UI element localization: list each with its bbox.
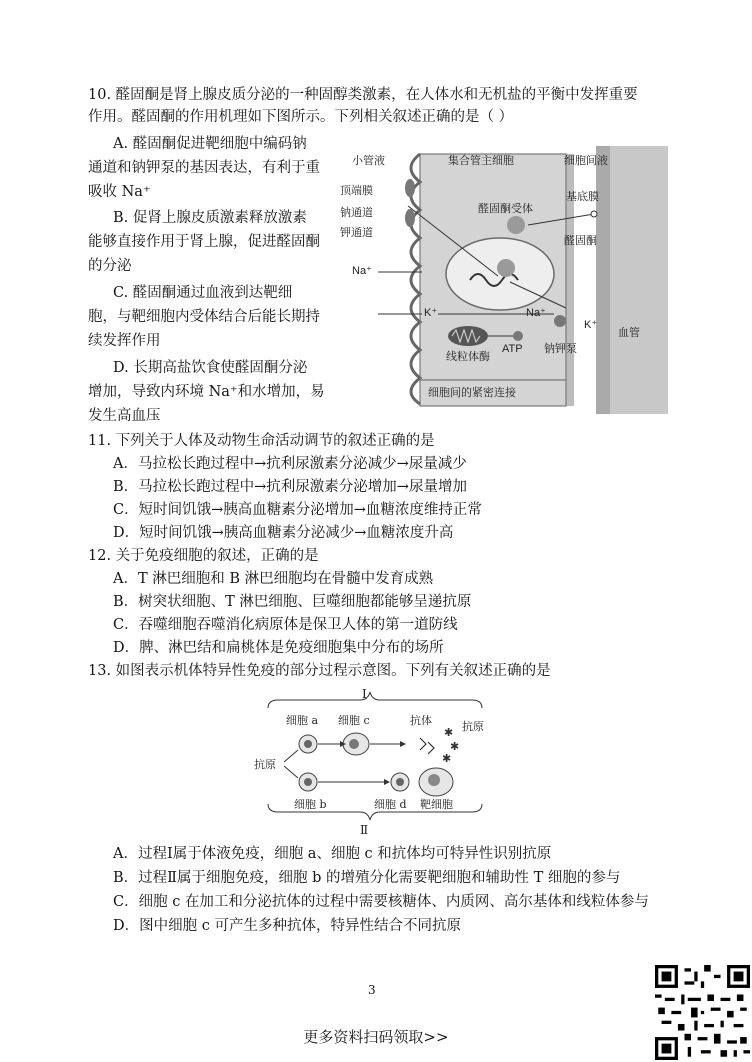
fig-label-aldosterone: 醛固酮 (564, 235, 597, 247)
label-cell-b: 细胞 b (294, 798, 327, 811)
q10-option-b-line2: 能够直接作用于肾上腺，促进醛固酮 (88, 234, 320, 250)
q12-option-d: D．脾、淋巴结和扁桃体是免疫细胞集中分布的场所 (113, 640, 444, 656)
fig-label-na-in: Na⁺ (352, 265, 372, 277)
q10-option-b-line1: B. 促肾上腺皮质激素释放激素 (113, 210, 307, 226)
fig-label-tubule-fluid: 小管液 (352, 155, 385, 167)
q13-stem: 13. 如图表示机体特异性免疫的部分过程示意图。下列有关叙述正确的是 (88, 663, 551, 679)
label-cell-a: 细胞 a (286, 714, 319, 727)
label-cell-d: 细胞 d (374, 798, 407, 811)
fig-label-duct-cell: 集合管主细胞 (448, 155, 514, 167)
q11-option-b: B．马拉松长跑过程中→抗利尿激素分泌增加→尿量增加 (113, 479, 467, 495)
q10-option-c-line1: C. 醛固酮通过血液到达靶细 (113, 285, 293, 301)
fig-label-k-out: K⁺ (424, 307, 438, 319)
page-number: 3 (368, 983, 376, 997)
fig-label-basement: 基底膜 (566, 191, 599, 203)
q10-option-b-line3: 的分泌 (88, 258, 132, 274)
q11-option-a: A．马拉松长跑过程中→抗利尿激素分泌减少→尿量减少 (113, 456, 467, 472)
label-antigen-right: 抗原 (462, 720, 484, 733)
svg-text:✱: ✱ (444, 726, 454, 739)
fig-label-interstitial: 细胞间液 (564, 155, 608, 167)
fig-label-pump: 钠钾泵 (544, 343, 577, 355)
q13-option-d: D．图中细胞 c 可产生多种抗体，特异性结合不同抗原 (113, 918, 461, 934)
q10-stem-line1: 10. 醛固酮是肾上腺皮质分泌的一种固醇类激素，在人体水和无机盐的平衡中发挥重要 (88, 87, 638, 103)
roman-two-label: Ⅱ (360, 823, 369, 836)
roman-one-label: Ⅰ (362, 687, 367, 701)
label-cell-c: 细胞 c (338, 714, 370, 727)
fig-label-na-channel: 钠通道 (340, 207, 373, 219)
fig-label-atp: ATP (502, 343, 523, 355)
q11-option-c: C．短时间饥饿→胰高血糖素分泌增加→血糖浓度维持正常 (113, 502, 482, 518)
fig-label-vessel: 血管 (618, 327, 640, 339)
q10-option-a-line1: A. 醛固酮促进靶细胞中编码钠 (113, 136, 307, 152)
label-target-cell: 靶细胞 (420, 798, 453, 811)
fig-label-na-pump: Na⁺ (526, 307, 546, 319)
q10-stem-line2: 作用。醛固酮的作用机理如下图所示。下列相关叙述正确的是（ ） (88, 109, 514, 125)
q13-option-a: A．过程Ⅰ属于体液免疫，细胞 a、细胞 c 和抗体均可特异性识别抗原 (113, 846, 552, 862)
immune-process-figure (250, 686, 500, 836)
q13-option-c: C．细胞 c 在加工和分泌抗体的过程中需要核糖体、内质网、高尔基体和线粒体参与 (113, 894, 649, 910)
label-antigen-left: 抗原 (254, 758, 276, 771)
q12-option-b: B．树突状细胞、T 淋巴细胞、巨噬细胞都能够呈递抗原 (113, 594, 472, 610)
fig-label-receptor: 醛固酮受体 (478, 203, 533, 215)
q11-stem: 11. 下列关于人体及动物生命活动调节的叙述正确的是 (88, 433, 435, 449)
q13-option-b: B．过程Ⅱ属于细胞免疫，细胞 b 的增殖分化需要靶细胞和辅助性 T 细胞的参与 (113, 870, 621, 886)
q12-stem: 12. 关于免疫细胞的叙述，正确的是 (88, 548, 319, 564)
fig-label-apical: 顶端膜 (340, 185, 373, 197)
q10-option-a-line3: 吸收 Na⁺ (88, 184, 151, 200)
q12-option-a: A．T 淋巴细胞和 B 淋巴细胞均在骨髓中发育成熟 (113, 571, 434, 587)
q10-option-d-line1: D. 长期高盐饮食使醛固酮分泌 (113, 360, 308, 376)
svg-text:✱: ✱ (450, 740, 460, 753)
label-antibody: 抗体 (410, 714, 432, 727)
fig-label-tight-junction: 细胞间的紧密连接 (428, 387, 516, 399)
fig-label-k-pump: K⁺ (584, 319, 598, 331)
q10-option-c-line2: 胞，与靶细胞内受体结合后能长期持 (88, 309, 320, 325)
q10-option-d-line2: 增加，导致内环境 Na⁺和水增加，易 (88, 384, 325, 400)
q11-option-d: D．短时间饥饿→胰高血糖素分泌减少→血糖浓度升高 (113, 525, 454, 541)
fig-label-k-channel: 钾通道 (340, 227, 373, 239)
q10-option-c-line3: 续发挥作用 (88, 333, 161, 349)
q12-option-c: C．吞噬细胞吞噬消化病原体是保卫人体的第一道防线 (113, 617, 458, 633)
svg-text:✱: ✱ (442, 752, 452, 765)
q10-option-a-line2: 通道和钠钾泵的基因表达，有利于重 (88, 160, 320, 176)
footer-scan-text: 更多资料扫码领取>> (303, 1028, 449, 1046)
aldosterone-mechanism-figure (338, 146, 668, 414)
fig-label-mitochondrion: 线粒体酶 (446, 351, 490, 363)
q10-option-d-line3: 发生高血压 (88, 408, 161, 424)
